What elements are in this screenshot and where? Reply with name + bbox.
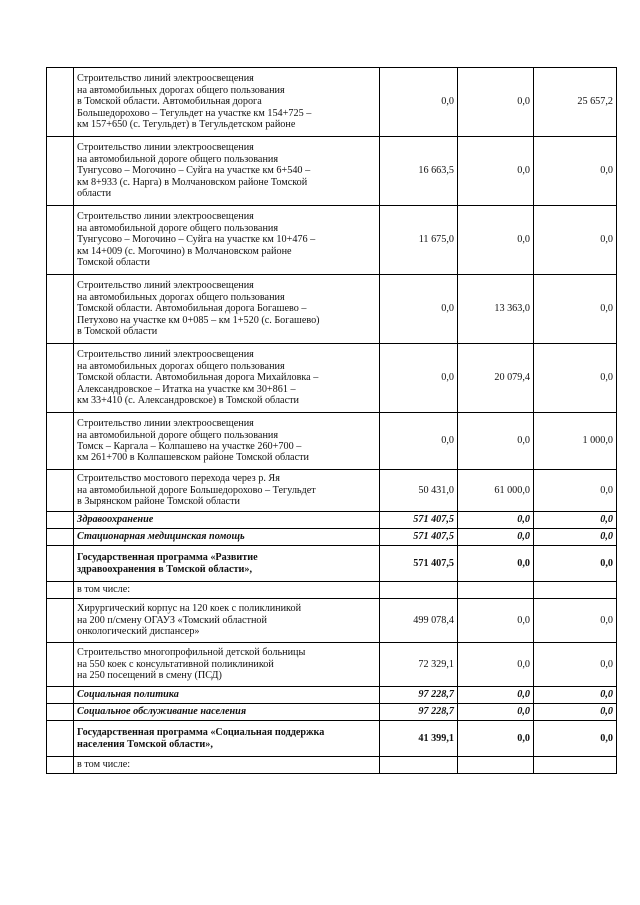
- value-col-1: 50 431,0: [380, 470, 458, 512]
- row-blank-cell: [47, 529, 74, 546]
- value-col-3: 0,0: [534, 344, 617, 413]
- table-row: [47, 582, 617, 599]
- value-col-3: [534, 757, 617, 774]
- value-col-1: 16 663,5: [380, 137, 458, 206]
- value-col-3: 0,0: [534, 529, 617, 546]
- item-description: Строительство линий электроосвещения на автомобильных дорогах общего пользования Томской области. Автомобильная дорога Михайловка – Александровское – Итатка на участке км 30+861 – км 33+410 (с. Александровское) в Томской области: [74, 344, 380, 413]
- row-blank-cell: [47, 582, 74, 599]
- table-row: [47, 470, 617, 512]
- value-col-1: 72 329,1: [380, 643, 458, 687]
- value-col-1: 97 228,7: [380, 704, 458, 721]
- value-col-2: [458, 582, 534, 599]
- value-col-1: 499 078,4: [380, 599, 458, 643]
- table-row: [47, 344, 617, 413]
- value-col-1: 0,0: [380, 275, 458, 344]
- value-col-2: 0,0: [458, 413, 534, 470]
- value-col-2: 61 000,0: [458, 470, 534, 512]
- value-col-2: 13 363,0: [458, 275, 534, 344]
- row-blank-cell: [47, 546, 74, 582]
- value-col-1: [380, 582, 458, 599]
- value-col-1: 0,0: [380, 68, 458, 137]
- row-blank-cell: [47, 599, 74, 643]
- table-row: [47, 757, 617, 774]
- table-row: [47, 529, 617, 546]
- table-row: [47, 413, 617, 470]
- table-row: [47, 206, 617, 275]
- table-row: [47, 704, 617, 721]
- value-col-1: 0,0: [380, 413, 458, 470]
- row-blank-cell: [47, 413, 74, 470]
- value-col-2: 0,0: [458, 599, 534, 643]
- item-description: Строительство мостового перехода через р. Яя на автомобильной дороге Большедорохово – Тегульдет в Зырянском районе Томской области: [74, 470, 380, 512]
- value-col-3: 0,0: [534, 546, 617, 582]
- value-col-3: 0,0: [534, 206, 617, 275]
- item-description: Строительство линий электроосвещения на автомобильных дорогах общего пользования в Томской области. Автомобильная дорога Большедорохово – Тегульдет на участке км 154+725 – км 157+650 (с. Тегульдет) в Тегульдетском районе: [74, 68, 380, 137]
- row-blank-cell: [47, 344, 74, 413]
- table-row: [47, 512, 617, 529]
- value-col-1: 571 407,5: [380, 546, 458, 582]
- section-title: Здравоохранение: [74, 512, 380, 529]
- value-col-3: [534, 582, 617, 599]
- value-col-2: 0,0: [458, 68, 534, 137]
- value-col-2: 0,0: [458, 206, 534, 275]
- row-blank-cell: [47, 512, 74, 529]
- value-col-3: 0,0: [534, 721, 617, 757]
- row-blank-cell: [47, 137, 74, 206]
- row-blank-cell: [47, 470, 74, 512]
- value-col-2: 0,0: [458, 643, 534, 687]
- subsection-title: Социальное обслуживание населения: [74, 704, 380, 721]
- value-col-2: [458, 757, 534, 774]
- table-row: [47, 275, 617, 344]
- row-blank-cell: [47, 704, 74, 721]
- value-col-2: 20 079,4: [458, 344, 534, 413]
- value-col-3: 0,0: [534, 704, 617, 721]
- table-row: [47, 546, 617, 582]
- row-blank-cell: [47, 643, 74, 687]
- value-col-3: 0,0: [534, 137, 617, 206]
- value-col-1: [380, 757, 458, 774]
- item-description: Строительство многопрофильной детской больницы на 550 коек с консультативной поликлиникой на 250 посещений в смену (ПСД): [74, 643, 380, 687]
- value-col-1: 0,0: [380, 344, 458, 413]
- value-col-1: 11 675,0: [380, 206, 458, 275]
- item-description: Хирургический корпус на 120 коек с поликлиникой на 200 п/смену ОГАУЗ «Томский областной онкологический диспансер»: [74, 599, 380, 643]
- value-col-2: 0,0: [458, 704, 534, 721]
- table-row: [47, 68, 617, 137]
- row-blank-cell: [47, 721, 74, 757]
- value-col-3: 0,0: [534, 512, 617, 529]
- row-blank-cell: [47, 68, 74, 137]
- value-col-1: 97 228,7: [380, 687, 458, 704]
- value-col-2: 0,0: [458, 529, 534, 546]
- value-col-1: 41 399,1: [380, 721, 458, 757]
- item-description: Строительство линий электроосвещения на автомобильных дорогах общего пользования Томской области. Автомобильная дорога Богашево – Петухово на участке км 0+085 – км 1+520 (с. Богашево) в Томской области: [74, 275, 380, 344]
- value-col-2: 0,0: [458, 512, 534, 529]
- value-col-2: 0,0: [458, 137, 534, 206]
- row-blank-cell: [47, 206, 74, 275]
- including-label: в том числе:: [74, 757, 380, 774]
- budget-table: [46, 67, 617, 774]
- item-description: Строительство линии электроосвещения на автомобильной дороге общего пользования Тунгусово – Могочино – Суйга на участке км 6+540 – км 8+933 (с. Нарга) в Молчановском районе Томской области: [74, 137, 380, 206]
- subsection-title: Стационарная медицинская помощь: [74, 529, 380, 546]
- value-col-2: 0,0: [458, 687, 534, 704]
- value-col-3: 0,0: [534, 470, 617, 512]
- value-col-3: 0,0: [534, 643, 617, 687]
- value-col-3: 0,0: [534, 687, 617, 704]
- budget-table-body: [47, 68, 617, 774]
- program-title: Государственная программа «Социальная поддержка населения Томской области»,: [74, 721, 380, 757]
- value-col-3: 25 657,2: [534, 68, 617, 137]
- row-blank-cell: [47, 275, 74, 344]
- table-row: [47, 643, 617, 687]
- table-row: [47, 137, 617, 206]
- item-description: Строительство линии электроосвещения на автомобильной дороге общего пользования Тунгусово – Могочино – Суйга на участке км 10+476 – км 14+009 (с. Могочино) в Молчановском районе Томской области: [74, 206, 380, 275]
- value-col-3: 0,0: [534, 599, 617, 643]
- item-description: Строительство линии электроосвещения на автомобильной дороге общего пользования Томск – Каргала – Колпашево на участке 260+700 – км 261+700 в Колпашевском районе Томской области: [74, 413, 380, 470]
- program-title: Государственная программа «Развитие здравоохранения в Томской области»,: [74, 546, 380, 582]
- row-blank-cell: [47, 757, 74, 774]
- table-row: [47, 721, 617, 757]
- table-row: [47, 599, 617, 643]
- section-title: Социальная политика: [74, 687, 380, 704]
- value-col-1: 571 407,5: [380, 512, 458, 529]
- value-col-2: 0,0: [458, 721, 534, 757]
- table-row: [47, 687, 617, 704]
- value-col-3: 0,0: [534, 275, 617, 344]
- value-col-1: 571 407,5: [380, 529, 458, 546]
- including-label: в том числе:: [74, 582, 380, 599]
- value-col-3: 1 000,0: [534, 413, 617, 470]
- row-blank-cell: [47, 687, 74, 704]
- value-col-2: 0,0: [458, 546, 534, 582]
